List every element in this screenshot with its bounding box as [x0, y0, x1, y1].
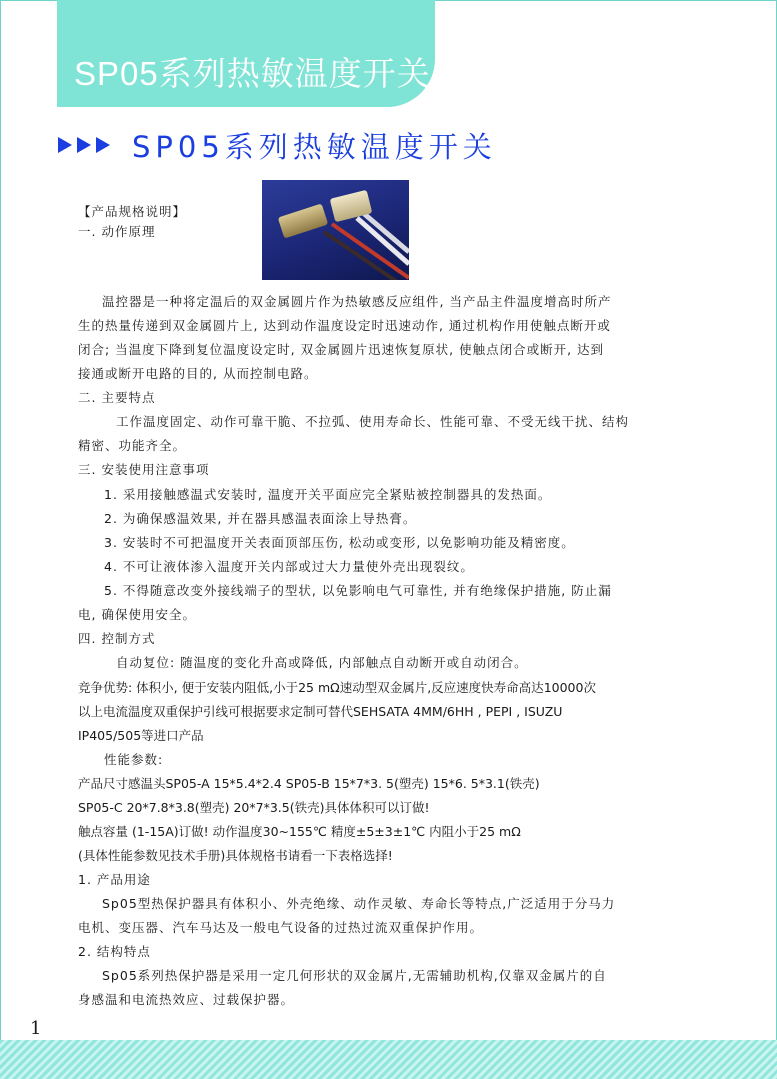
- list-item: 4. 不可让液体渗入温度开关内部或过大力量使外壳出现裂纹。: [104, 559, 474, 574]
- list-item: 5. 不得随意改变外接线端子的型状, 以免影响电气可靠性, 并有绝缘保护措施, 防止漏: [104, 583, 612, 598]
- paragraph-line: Sp05系列热保护器是采用一定几何形状的双金属片,无需辅助机构,仅靠双金属片的自: [102, 968, 607, 983]
- heading-control: 四. 控制方式: [78, 631, 156, 646]
- paragraph-line: 闭合; 当温度下降到复位温度设定时, 双金属圆片迅速恢复原状, 使触点闭合或断开, 达到: [78, 342, 605, 357]
- advantage-line: 以上电流温度双重保护引线可根据要求定制可替代SEHSATA 4MM/6HH , PEPI , ISUZU: [78, 704, 563, 719]
- performance-line: 触点容量 (1-15A)订做! 动作温度30~155℃ 精度±5±3±1℃ 内阻小于25 mΩ: [78, 824, 521, 839]
- performance-line: (具体性能参数见技术手册)具体规格书请看一下表格选择!: [78, 848, 393, 863]
- triple-arrow-icon: [58, 137, 110, 153]
- heading-principle: 一. 动作原理: [78, 224, 156, 239]
- spec-heading: 【产品规格说明】: [78, 204, 187, 219]
- arrow-icon: [58, 137, 72, 153]
- paragraph-line: 身感温和电流热效应、过载保护器。: [78, 992, 295, 1007]
- paragraph-line: Sp05型热保护器具有体积小、外壳绝缘、动作灵敏、寿命长等特点,广泛适用于分马力: [102, 896, 616, 911]
- header-title: SP05系列热敏温度开关: [74, 55, 431, 92]
- product-photo: [262, 180, 409, 280]
- list-item: 2. 为确保感温效果, 并在器具感温表面涂上导热膏。: [104, 511, 417, 526]
- heading-usage: 1. 产品用途: [78, 872, 151, 887]
- heading-features: 二. 主要特点: [78, 390, 156, 405]
- paragraph-line: 工作温度固定、动作可靠干脆、不拉弧、使用寿命长、性能可靠、不受无线干扰、结构: [116, 414, 630, 429]
- arrow-icon: [96, 137, 110, 153]
- performance-heading: 性能参数:: [104, 752, 164, 767]
- list-item-continuation: 电, 确保使用安全。: [78, 607, 196, 622]
- paragraph-line: 生的热量传递到双金属圆片上, 达到动作温度设定时迅速动作, 通过机构作用使触点断开或: [78, 318, 611, 333]
- section-title-text: SP05系列热敏温度开关: [132, 129, 497, 164]
- heading-installation: 三. 安装使用注意事项: [78, 462, 210, 477]
- thermal-switch-image: [262, 180, 409, 280]
- list-item: 1. 采用接触感温式安装时, 温度开关平面应完全紧贴被控制器具的发热面。: [104, 487, 552, 502]
- paragraph-line: 自动复位: 随温度的变化升高或降低, 内部触点自动断开或自动闭合。: [116, 655, 528, 670]
- footer-band: [0, 1040, 777, 1079]
- heading-structure: 2. 结构特点: [78, 944, 151, 959]
- performance-line: SP05-C 20*7.8*3.8(塑壳) 20*7*3.5(铁壳)具体体积可以订做!: [78, 800, 430, 815]
- section-title: [58, 124, 497, 166]
- paragraph-line: 温控器是一种将定温后的双金属圆片作为热敏感反应组件, 当产品主件温度增高时所产: [102, 294, 612, 309]
- paragraph-line: 接通或断开电路的目的, 从而控制电路。: [78, 366, 318, 381]
- advantage-line: 竞争优势: 体积小, 便于安装内阻低,小于25 mΩ速动型双金属片,反应速度快寿命高达10000次: [78, 680, 596, 695]
- arrow-icon: [77, 137, 91, 153]
- performance-line: 产品尺寸感温头SP05-A 15*5.4*2.4 SP05-B 15*7*3. 5(塑壳) 15*6. 5*3.1(铁壳): [78, 776, 540, 791]
- list-item: 3. 安装时不可把温度开关表面顶部压伤, 松动或变形, 以免影响功能及精密度。: [104, 535, 575, 550]
- page-number: 1: [30, 1018, 42, 1039]
- advantage-line: IP405/505等进口产品: [78, 728, 204, 743]
- paragraph-line: 精密、功能齐全。: [78, 438, 187, 453]
- paragraph-line: 电机、变压器、汽车马达及一般电气设备的过热过流双重保护作用。: [78, 920, 484, 935]
